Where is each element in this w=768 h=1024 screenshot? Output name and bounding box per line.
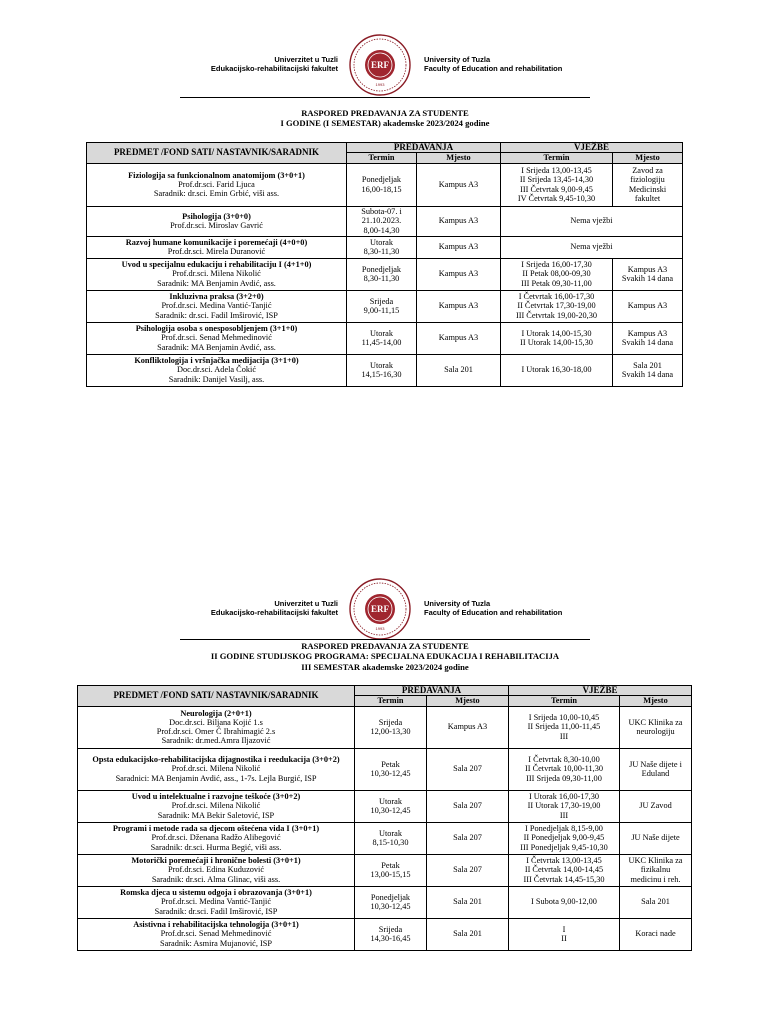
table-row [78, 886, 692, 918]
staff-line: Doc.dr.sci. Adela Čokić [176, 365, 257, 375]
subject-cell [78, 918, 355, 950]
column-header-exercise-place: Mjesto [620, 696, 692, 706]
cell-line: 13,00-15,15 [370, 870, 411, 880]
subject-name: Inkluzivna praksa (3+2+0) [169, 292, 264, 302]
cell-line: II Petak 08,00-09,30 [522, 269, 591, 279]
staff-line: Prof.dr.sci. Dženana Radžo Alibegović [151, 833, 281, 843]
letterhead [180, 33, 590, 97]
cell-line: I Četvrtak 16,00-17,30 [518, 292, 595, 302]
table-row [78, 748, 692, 790]
table-row [87, 163, 683, 206]
cell-line: II Srijeda 13,45-14,30 [519, 175, 594, 185]
exercise-place-cell [620, 790, 692, 822]
university-name-english: University of Tuzla Faculty of Education and rehabilitation [424, 599, 563, 617]
cell-line: Utorak [369, 237, 394, 247]
cell-line: 14,15-16,30 [361, 370, 402, 380]
exercise-term-cell [501, 354, 613, 386]
cell-line: I [562, 924, 566, 934]
cell-line: 8,00-14,30 [363, 225, 400, 235]
cell-line: Kampus A3 [627, 328, 668, 338]
column-header-exercises: VJEŽBE [509, 686, 692, 696]
cell-line: Utorak [369, 360, 394, 370]
cell-line: neurologiju [636, 727, 675, 737]
subject-cell [78, 822, 355, 854]
cell-line: Sala 201 [633, 360, 662, 370]
no-exercises-cell: Nema vježbi [501, 206, 683, 236]
faculty-seal-icon [348, 577, 412, 641]
cell-line: 8,30-11,30 [363, 274, 400, 284]
subject-name: Razvoj humane komunikacije i poremećaji (4+0+0) [125, 237, 308, 247]
subject-cell [87, 163, 347, 206]
staff-line: Saradnici: MA Benjamin Avdić, ass., 1-7s. Lejla Burgić, ISP [115, 773, 317, 783]
subject-cell [87, 258, 347, 290]
cell-line: I Subota 9,00-12,00 [531, 897, 597, 907]
subject-name: Asistivna i rehabilitacijska tehnologija (3+0+1) [133, 920, 299, 930]
subject-name: Opsta edukacijsko-rehabilitacijska dijagnostika i reedukacija (3+0+2) [92, 755, 340, 765]
no-exercises-cell: Nema vježbi [501, 236, 683, 258]
staff-line: Saradnik: MA Benjamin Avdić, ass. [157, 342, 276, 352]
cell-line: fizikalnu [640, 865, 671, 875]
column-header-subject: PREDMET /FOND SATI/ NASTAVNIK/SARADNIK [87, 143, 347, 164]
lecture-place-cell: Kampus A3 [417, 236, 501, 258]
cell-line: Svakih 14 dana [621, 338, 674, 348]
exercise-term-cell [509, 748, 620, 790]
cell-line: III Ponedjeljak 9,45-10,30 [520, 842, 608, 852]
cell-line: Svakih 14 dana [621, 274, 674, 284]
lecture-place-cell: Sala 201 [427, 886, 509, 918]
cell-line: 8,30-11,30 [363, 247, 400, 257]
subject-cell [87, 206, 347, 236]
cell-line: Zavod za [632, 166, 663, 175]
cell-line: II Srijeda 11,00-11,45 [527, 722, 601, 732]
table-row [78, 918, 692, 950]
schedule-table [77, 685, 692, 951]
university-name-local: Univerzitet u Tuzli Edukacijsko-rehabilitacijski fakultet [210, 55, 338, 73]
lecture-term-cell [347, 322, 417, 354]
svg-text:ERF: ERF [371, 60, 389, 70]
cell-line: Petak [381, 759, 400, 769]
staff-line: Saradnik: MA Benjamin Avdić, ass. [157, 278, 276, 288]
exercise-place-cell [620, 854, 692, 886]
cell-line: 10,30-12,45 [370, 902, 411, 912]
cell-line: I Utorak 16,00-17,30 [528, 792, 600, 802]
exercise-place-cell [613, 354, 683, 386]
cell-line: III [559, 731, 569, 741]
subject-cell [78, 886, 355, 918]
cell-line: UKC Klinika za [628, 717, 683, 727]
exercise-place-cell [613, 163, 683, 206]
lecture-place-cell: Kampus A3 [417, 290, 501, 322]
staff-line: Saradnik: dr.med.Amra Iljazović [161, 736, 271, 746]
staff-line: Saradnik: dr.sci. Fadil Imširović, ISP [154, 906, 278, 916]
staff-line: Saradnik: Asmira Mujanović, ISP [160, 938, 272, 948]
staff-line: Prof.dr.sci. Mirela Duranović [167, 247, 266, 257]
staff-line: Prof.dr.sci. Medina Vantić-Tanjić [160, 897, 272, 907]
table-row [87, 258, 683, 290]
staff-line: Prof.dr.sci. Milena Nikolić [171, 764, 261, 774]
staff-line: Prof.dr.sci. Senad Mehmedinović [161, 333, 272, 343]
column-header-exercises: VJEŽBE [501, 143, 683, 153]
subject-name: Konfliktologija i vršnjačka medijacija (3+1+0) [134, 356, 299, 366]
schedule-title: RASPORED PREDAVANJA ZA STUDENTE II GODINE STUDIJSKOG PROGRAMA: SPECIJALNA EDUKACIJA I REHABILITACIJA III SEMESTAR akademske 2023/2024 godine [210, 641, 560, 672]
exercise-term-cell [509, 854, 620, 886]
staff-line: Prof.dr.sci. Milena Nikolić [171, 801, 261, 811]
subject-name: Romska djeca u sistemu odgoja i obrazovanja (3+0+1) [120, 888, 312, 898]
exercise-place-cell [613, 290, 683, 322]
exercise-term-cell [501, 258, 613, 290]
exercise-place-cell [620, 822, 692, 854]
cell-line: II Četvrtak 10,00-11,30 [524, 764, 604, 774]
schedule-title: RASPORED PREDAVANJA ZA STUDENTE I GODINE (I SEMESTAR) akademske 2023/2024 godine [280, 108, 490, 129]
cell-line: JU Naše dijete i [629, 759, 682, 769]
cell-line: Utorak [378, 796, 403, 806]
column-header-lectures: PREDAVANJA [355, 686, 509, 696]
cell-line: fiziologiju [630, 175, 665, 185]
staff-line: Saradnik: Danijel Vasilj, ass. [168, 374, 265, 384]
letterhead [180, 577, 590, 641]
lecture-term-cell [347, 354, 417, 386]
cell-line: 11,45-14,00 [361, 338, 402, 348]
staff-line: Saradnik: dr.sci. Hurma Begić, viši ass. [150, 842, 282, 852]
cell-line: Svakih 14 dana [621, 370, 674, 380]
university-name-local: Univerzitet u Tuzli Edukacijsko-rehabilitacijski fakultet [210, 599, 338, 617]
cell-line: Ponedjeljak [370, 892, 411, 902]
cell-line: II Četvrtak 14,00-14,45 [524, 865, 604, 875]
subject-name: Programi i metode rada sa djecom oštećena vida I (3+0+1) [112, 824, 320, 834]
cell-line: Kampus A3 [627, 301, 668, 311]
svg-text:1993: 1993 [375, 626, 385, 631]
exercise-term-cell [501, 163, 613, 206]
table-row [87, 206, 683, 236]
table-row [78, 790, 692, 822]
staff-line: Prof.dr.sci. Senad Mehmedinović [160, 929, 272, 939]
subject-name: Motorički poremećaji i hronične bolesti (3+0+1) [131, 856, 301, 866]
subject-name: Uvod u intelektualne i razvojne teškoće (3+0+2) [131, 792, 301, 802]
exercise-term-cell [509, 706, 620, 748]
lecture-term-cell [355, 822, 427, 854]
exercise-place-cell [613, 258, 683, 290]
exercise-term-cell [501, 322, 613, 354]
exercise-place-cell [620, 706, 692, 748]
lecture-place-cell: Kampus A3 [417, 322, 501, 354]
column-header-exercise-term: Termin [509, 696, 620, 706]
subject-cell [78, 790, 355, 822]
lecture-place-cell: Kampus A3 [417, 163, 501, 206]
cell-line: 10,30-12,45 [370, 769, 411, 779]
table-row [87, 236, 683, 258]
table-row [78, 822, 692, 854]
staff-line: Prof.dr.sci. Miroslav Gavrić [170, 221, 263, 231]
cell-line: II Četvrtak 17,30-19,00 [517, 301, 596, 311]
table-row [87, 354, 683, 386]
lecture-place-cell: Kampus A3 [417, 258, 501, 290]
cell-line: III [559, 810, 569, 820]
header-rule [180, 639, 590, 640]
cell-line: II Ponedjeljak 9,00-9,45 [523, 833, 605, 843]
cell-line: I Četvrtak 13,00-13,45 [526, 856, 602, 866]
cell-line: III Četvrtak 19,00-20,30 [515, 310, 598, 320]
lecture-place-cell: Sala 207 [427, 790, 509, 822]
schedule-table [86, 142, 683, 387]
exercise-place-cell [620, 918, 692, 950]
column-header-lectures: PREDAVANJA [347, 143, 501, 153]
subject-cell [87, 354, 347, 386]
cell-line: Ponedjeljak [361, 175, 402, 185]
staff-line: Prof.dr.sci. Omer Ć Ibrahimagić 2.s [156, 727, 276, 737]
cell-line: I Srijeda 10,00-10,45 [528, 713, 600, 723]
exercise-term-cell [509, 918, 620, 950]
lecture-term-cell [355, 918, 427, 950]
staff-line: Prof.dr.sci. Edina Kuduzović [167, 865, 265, 875]
cell-line: II Utorak 17,30-19,00 [527, 801, 601, 811]
subject-cell [78, 854, 355, 886]
svg-text:ERF: ERF [371, 604, 389, 614]
cell-line: I Ponedjeljak 8,15-9,00 [525, 824, 603, 834]
subject-cell [87, 322, 347, 354]
cell-line: Petak [381, 860, 400, 870]
lecture-place-cell: Kampus A3 [427, 706, 509, 748]
cell-line: Utorak [369, 328, 394, 338]
exercise-term-cell [509, 790, 620, 822]
cell-line: I Utorak 14,00-15,30 [521, 328, 592, 338]
column-header-exercise-term: Termin [501, 153, 613, 163]
cell-line: Srijeda [378, 924, 403, 934]
cell-line: III Srijeda 09,30-11,00 [526, 773, 602, 783]
cell-line: IV Četvrtak 9,45-10,30 [517, 193, 596, 203]
cell-line: JU Naše dijete [631, 833, 680, 843]
column-header-place: Mjesto [417, 153, 501, 163]
lecture-term-cell [347, 258, 417, 290]
subject-name: Fiziologija sa funkcionalnom anatomijom (3+0+1) [128, 170, 305, 180]
cell-line: III Četvrtak 14,45-15,30 [523, 874, 605, 884]
staff-line: Doc.dr.sci. Biljana Kojić 1.s [169, 717, 263, 727]
lecture-term-cell [347, 236, 417, 258]
lecture-term-cell [355, 854, 427, 886]
cell-line: 10,30-12,45 [370, 806, 411, 816]
staff-line: Prof.dr.sci. Medina Vantić-Tanjić [161, 301, 272, 311]
exercise-term-cell [501, 290, 613, 322]
cell-line: Medicinski [628, 184, 667, 194]
subject-name: Psihologija osoba s onesposobljenjem (3+1+0) [135, 324, 298, 334]
lecture-term-cell [355, 886, 427, 918]
column-header-exercise-place: Mjesto [613, 153, 683, 163]
cell-line: II Utorak 14,00-15,30 [520, 338, 593, 348]
lecture-term-cell [347, 206, 417, 236]
cell-line: I Utorak 16,30-18,00 [521, 365, 592, 375]
table-row [87, 290, 683, 322]
table-row [78, 706, 692, 748]
cell-line: 9,00-11,15 [363, 306, 400, 316]
column-header-term: Termin [347, 153, 417, 163]
lecture-term-cell [355, 790, 427, 822]
cell-line: I Srijeda 13,00-13,45 [521, 166, 592, 175]
exercise-place-cell [620, 748, 692, 790]
cell-line: I Četvrtak 8,30-10,00 [528, 755, 600, 765]
subject-name: Psihologija (3+0+0) [182, 211, 251, 221]
cell-line: Srijeda [369, 296, 394, 306]
staff-line: Saradnik: dr.sci. Fadil Imširović, ISP [155, 310, 278, 320]
cell-line: Utorak [378, 828, 403, 838]
subject-name: Uvod u specijalnu edukaciju i rehabilitaciju I (4+1+0) [121, 260, 312, 270]
cell-line: Subota-07. i [361, 207, 402, 217]
column-header-place: Mjesto [427, 696, 509, 706]
staff-line: Prof.dr.sci. Milena Nikolić [172, 269, 261, 279]
subject-cell [78, 706, 355, 748]
staff-line: Saradnik: dr.sci. Emin Grbić, viši ass. [153, 189, 280, 199]
cell-line: I Srijeda 16,00-17,30 [521, 260, 592, 270]
staff-line: Saradnik: MA Bekir Saletović, ISP [157, 810, 275, 820]
lecture-term-cell [355, 706, 427, 748]
subject-cell [87, 236, 347, 258]
cell-line: 14,30-16,45 [370, 934, 411, 944]
table-row [78, 854, 692, 886]
subject-name: Neurologija (2+0+1) [180, 708, 252, 718]
exercise-place-cell [613, 322, 683, 354]
cell-line: Ponedjeljak [361, 264, 402, 274]
cell-line: III Četvrtak 9,00-9,45 [520, 184, 593, 194]
lecture-place-cell: Sala 201 [417, 354, 501, 386]
column-header-subject: PREDMET /FOND SATI/ NASTAVNIK/SARADNIK [78, 686, 355, 707]
staff-line: Prof.dr.sci. Farid Ljuca [178, 179, 255, 189]
cell-line: medicinu i reh. [630, 874, 681, 884]
cell-line: Sala 201 [641, 897, 670, 907]
cell-line: Eduland [641, 769, 670, 779]
subject-cell [87, 290, 347, 322]
exercise-term-cell [509, 886, 620, 918]
lecture-place-cell: Kampus A3 [417, 206, 501, 236]
staff-line: Saradnik: dr.sci. Alma Glinac, viši ass. [151, 874, 281, 884]
column-header-term: Termin [355, 696, 427, 706]
lecture-term-cell [347, 290, 417, 322]
cell-line: 21.10.2023. [361, 216, 402, 226]
cell-line: JU Zavod [639, 801, 672, 811]
cell-line: 12,00-13,30 [370, 727, 411, 737]
lecture-place-cell: Sala 207 [427, 748, 509, 790]
cell-line: III Petak 09,30-11,00 [521, 278, 592, 288]
exercise-place-cell [620, 886, 692, 918]
cell-line: Kampus A3 [627, 264, 668, 274]
university-name-english: University of Tuzla Faculty of Education and rehabilitation [424, 55, 563, 73]
lecture-place-cell: Sala 207 [427, 854, 509, 886]
cell-line: Srijeda [378, 717, 403, 727]
cell-line: Koraci nade [635, 929, 676, 939]
table-row [87, 322, 683, 354]
cell-line: fakultet [634, 193, 661, 203]
schedule-first-year [0, 0, 768, 400]
cell-line: II [561, 934, 567, 944]
schedule-second-year [0, 574, 768, 994]
lecture-term-cell [355, 748, 427, 790]
lecture-term-cell [347, 163, 417, 206]
lecture-place-cell: Sala 201 [427, 918, 509, 950]
faculty-seal-icon [348, 33, 412, 97]
cell-line: 16,00-18,15 [361, 184, 402, 194]
lecture-place-cell: Sala 207 [427, 822, 509, 854]
cell-line: UKC Klinika za [628, 856, 683, 866]
exercise-term-cell [509, 822, 620, 854]
subject-cell [78, 748, 355, 790]
cell-line: 8,15-10,30 [372, 838, 409, 848]
svg-text:1993: 1993 [375, 82, 385, 87]
header-rule [180, 97, 590, 98]
